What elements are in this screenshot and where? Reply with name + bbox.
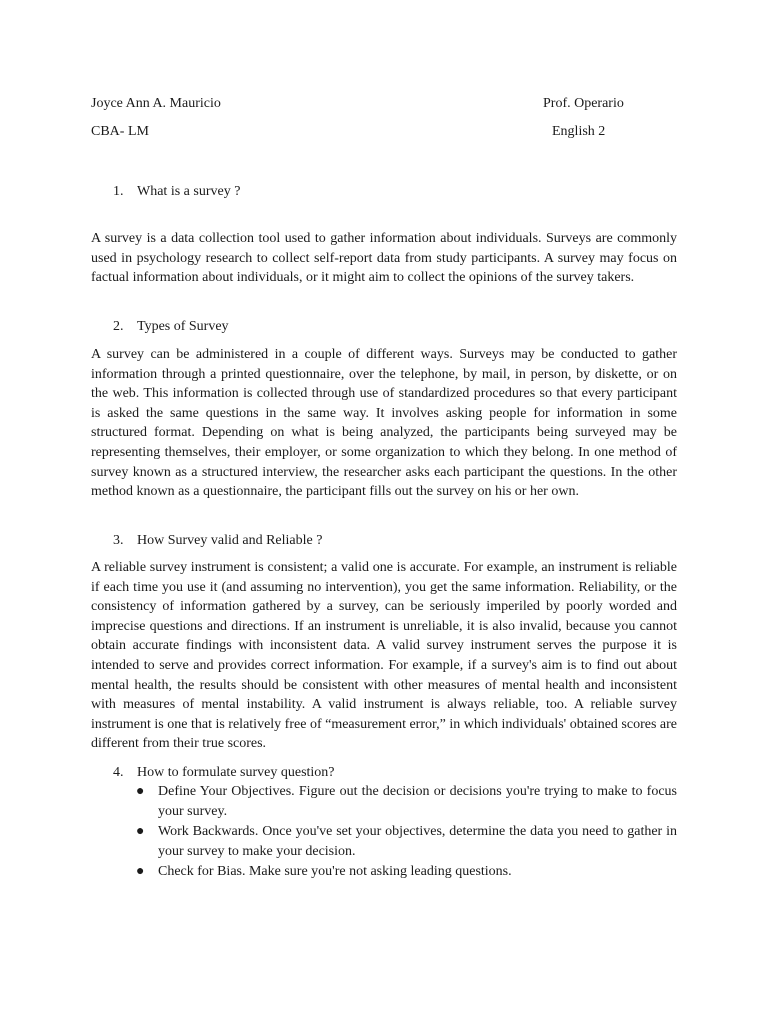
question-1-answer: A survey is a data collection tool used to gather information about individuals. Surveys are commonly used in psychology research to collect self-report data from study participants. A survey may focus on factual information about individuals, or it might aim to collect the opinions of the survey takers.: [91, 231, 677, 286]
bullet-icon: ●: [136, 864, 145, 879]
question-1-title: What is a survey ?: [137, 184, 241, 199]
question-4-number: 4.: [113, 765, 124, 780]
course-label: English 2: [552, 124, 606, 139]
question-1-number: 1.: [113, 184, 124, 199]
section-label: CBA- LM: [91, 124, 149, 139]
question-4-title: How to formulate survey question?: [137, 765, 335, 780]
question-2-answer: A survey can be administered in a couple of different ways. Surveys may be conducted to gather information through a printed questionnaire, over the telephone, by mail, in person, by diskette, or on the web. This information is collected through use of standardized procedures so that every participant is asked the same questions in the same way. It involves asking people for information in some structured format. Depending on what is being analyzed, the participants being surveyed may be representing themselves, their employer, or some organization to which they belong. In one method of survey known as a structured interview, the researcher asks each participant the questions. In the other method known as a questionnaire, the participant fills out the survey on his or her own.: [91, 347, 677, 500]
bullet-icon: ●: [136, 784, 145, 799]
bullet-item: Define Your Objectives. Figure out the decision or decisions you're trying to make to focus your survey.: [158, 784, 677, 819]
question-2-title: Types of Survey: [137, 319, 229, 334]
bullet-item: Check for Bias. Make sure you're not asking leading questions.: [158, 864, 512, 879]
question-3-number: 3.: [113, 533, 124, 548]
bullet-icon: ●: [136, 824, 145, 839]
question-3-answer: A reliable survey instrument is consistent; a valid one is accurate. For example, an instrument is reliable if each time you use it (and assuming no intervention), you get the same information. Reliability, or the consistency of information gathered by a survey, can be seriously imperiled by poorly worded and imprecise questions and directions. If an instrument is unreliable, it is also invalid, because you cannot obtain accurate findings with inconsistent data. A valid survey instrument serves the purpose it is intended to serve and provides correct information. For example, if a survey's aim is to find out about mental health, the results should be consistent with other measures of mental health and inconsistent with measures of mental instability. A valid instrument is always reliable, too. A reliable survey instrument is one that is relatively free of “measurement error,” in which individuals' obtained scores are different from their true scores.: [91, 560, 677, 752]
question-3-title: How Survey valid and Reliable ?: [137, 533, 323, 548]
bullet-item: Work Backwards. Once you've set your objectives, determine the data you need to gather in your survey to make your decision.: [158, 824, 677, 859]
professor-name: Prof. Operario: [543, 96, 624, 111]
student-name: Joyce Ann A. Mauricio: [91, 96, 221, 111]
question-2-number: 2.: [113, 319, 124, 334]
